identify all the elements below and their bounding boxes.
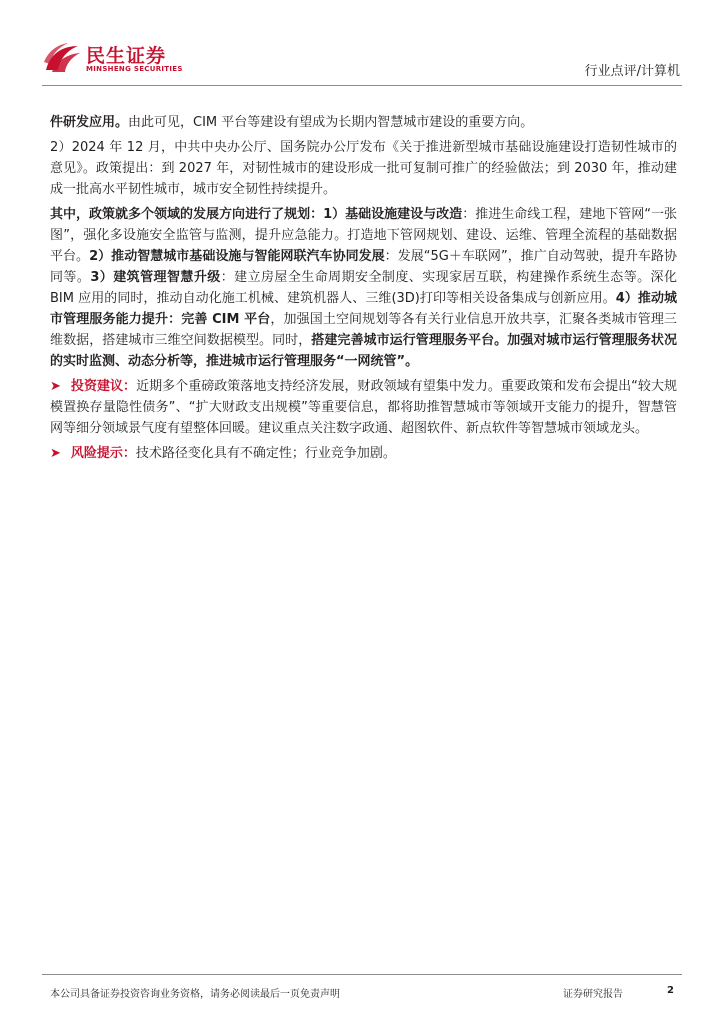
risk-text: 技术路径变化具有不确定性；行业竞争加剧。: [135, 446, 396, 461]
arrow-bullet-icon: ➤: [50, 379, 61, 394]
page-number: 2: [667, 985, 674, 996]
investment-label: 投资建议：: [70, 379, 137, 394]
footer-divider: [42, 974, 682, 975]
minsheng-logo-icon: [42, 40, 82, 76]
paragraph-cim-text: 由此可见，CIM 平台等建设有望成为长期内智慧城市建设的重要方向。: [128, 115, 534, 130]
planning-smart-city-text: ：发展“5G＋车联网”，推广自动驾驶，提升车路协同等。: [50, 249, 677, 285]
risk-label: 风险提示：: [70, 446, 136, 461]
minsheng-logo: [42, 40, 192, 80]
arrow-bullet-icon: ➤: [50, 446, 61, 461]
planning-smart-city-bold: 2）推动智慧城市基础设施与智能网联汽车协同发展: [89, 249, 385, 264]
logo-text-cn: 民生证券: [86, 45, 167, 67]
paragraph-cim-bold: 件研发应用。: [50, 115, 129, 130]
page-header: [0, 0, 724, 90]
logo-text-en: MINSHENG SECURITIES: [86, 65, 183, 73]
investment-text: 近期多个重磅政策落地支持经济发展，财政领域有望集中发力。重要政策和发布会提出“较大规模置换存量隐性债务”、“扩大财政支出规模”等重要信息，都将助推智慧城市等领域开支能力的提升，智慧管网等细分领域景气度有望整体回暖。建议重点关注数字政通、超图软件、新点软件等智慧城市领域龙头。: [50, 379, 677, 436]
planning-intro-bold: 其中，政策就多个领域的发展方向进行了规划：1）基础设施建设与改造: [50, 207, 463, 222]
planning-building-bold: 3）建筑管理智慧升级: [90, 270, 221, 285]
report-category: 行业点评/计算机: [584, 64, 680, 79]
bullet-risk: [50, 443, 677, 464]
bullet-investment: [50, 376, 677, 439]
planning-management-bold: 4）推动城市管理服务能力提升：完善 CIM 平台: [50, 291, 677, 327]
planning-building-text: ：建立房屋全生命周期安全制度、实现家居互联，构建操作系统生态等。深化 BIM 应用的同时，推动自动化施工机械、建筑机器人、三维(3D)打印等相关设备集成与创新应用。: [50, 270, 677, 306]
paragraph-cim: [50, 112, 677, 133]
footer-doc-type: 证券研究报告: [563, 989, 623, 1000]
paragraph-planning: [50, 204, 677, 372]
paragraph-policy: 2）2024 年 12 月，中共中央办公厅、国务院办公厅发布《关于推进新型城市基础设施建设打造韧性城市的意见》。政策提出：到 2027 年，对韧性城市的建设形成一批可复制可推广的经验做法；到 2030 年，推动建成一批高水平韧性城市，城市安全韧性持续提升。: [50, 140, 677, 197]
planning-management-text: ，加强国土空间规划等各有关行业信息开放共享，汇聚各类城市管理三维数据，搭建城市三维空间数据模型。同时，: [50, 312, 677, 348]
header-divider: [42, 85, 682, 86]
footer-disclaimer: 本公司具备证券投资咨询业务资格，请务必阅读最后一页免责声明: [50, 989, 340, 1000]
report-body: [50, 112, 677, 468]
planning-infra-text: ：推进生命线工程，建地下管网“一张图”，强化多设施安全监管与监测，提升应急能力。打造地下管网规划、建设、运维、管理全流程的基础数据平台。: [50, 207, 677, 264]
planning-operations-bold: 搭建完善城市运行管理服务平台。加强对城市运行管理服务状况的实时监测、动态分析等，推进城市运行管理服务“一网统管”。: [50, 333, 677, 369]
